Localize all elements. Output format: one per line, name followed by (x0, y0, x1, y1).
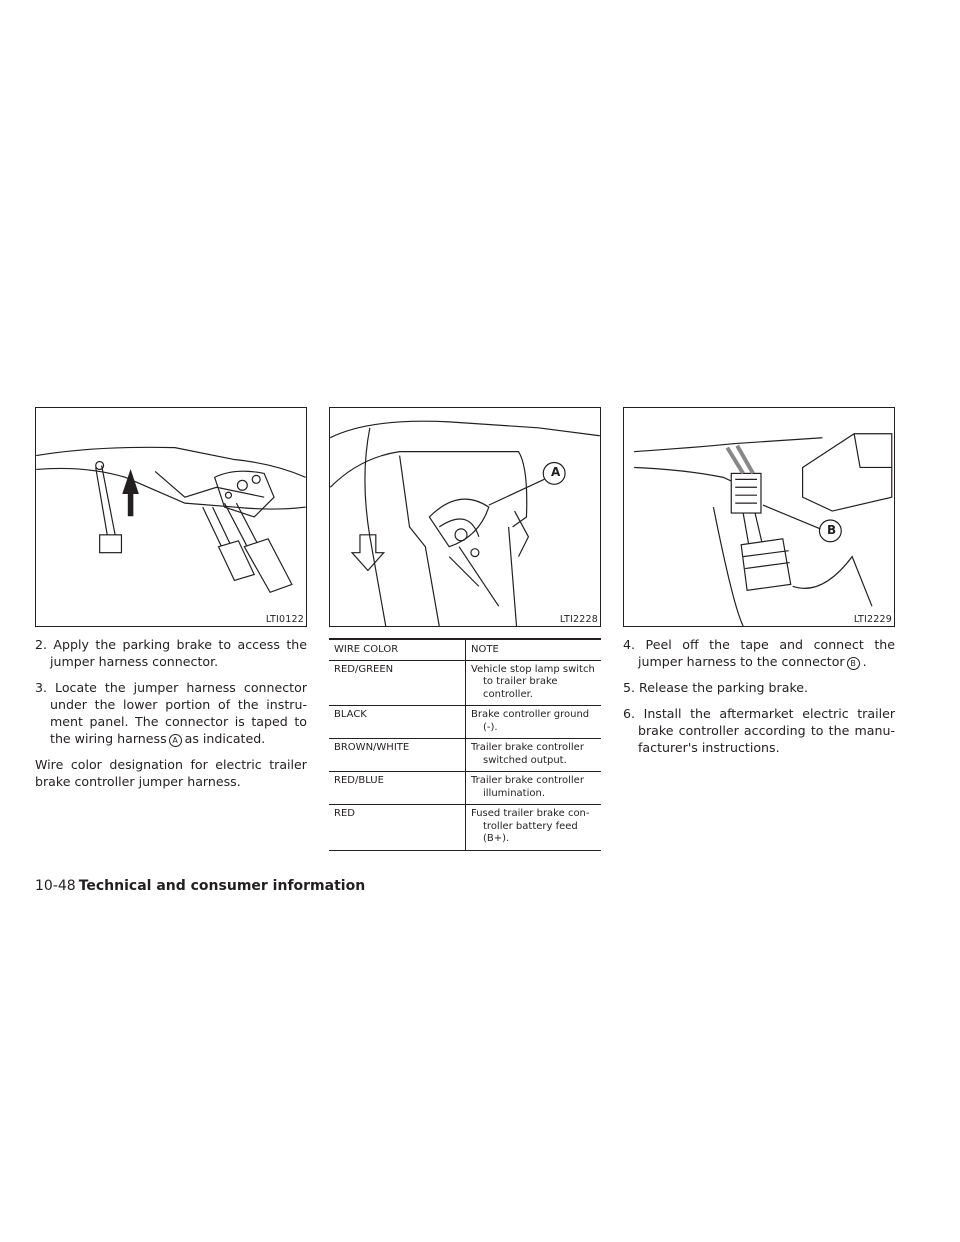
section-title: Technical and consumer information (78, 878, 366, 894)
note-cell: Vehicle stop lamp switch to trailer brake controller. (471, 663, 595, 700)
step-3-text: 3. Locate the jumper harness connector under the lower portion of the instru-ment panel. The connector is taped to the wiring harness (35, 680, 307, 746)
wire-color-table (329, 638, 601, 851)
table-row (329, 805, 601, 851)
figure-code: LTI0122 (265, 614, 304, 625)
callout-a-label: A (551, 465, 561, 479)
wire-color-cell: RED/BLUE (329, 772, 466, 805)
note-cell: Trailer brake controller illumination. (471, 775, 584, 799)
note-cell: Fused trailer brake con-troller battery feed (B+). (471, 808, 590, 844)
table-row (329, 739, 601, 772)
step-4-text-end: . (862, 654, 867, 669)
figure-pedal-assembly (35, 407, 307, 627)
table-intro: Wire color designation for electric trailer brake controller jumper harness. (35, 757, 307, 789)
note-cell: Brake controller ground (-). (471, 709, 590, 733)
callout-a-icon: A (169, 734, 182, 747)
wire-color-cell: RED (329, 805, 466, 851)
table-header-row (329, 639, 601, 660)
callout-b-label: B (827, 523, 837, 537)
table-row (329, 660, 601, 706)
step-2: 2. Apply the parking brake to access the jumper harness connector. (35, 637, 307, 669)
right-column (623, 636, 895, 765)
figure-brake-pedal-connector (623, 407, 895, 627)
table-row (329, 706, 601, 739)
step-5: 5. Release the parking brake. (623, 680, 809, 695)
callout-b-icon: B (847, 657, 860, 670)
table-row (329, 772, 601, 805)
wire-color-cell: BLACK (329, 706, 466, 739)
step-3 (35, 679, 307, 747)
figure-code: LTI2229 (853, 614, 892, 625)
step-4 (623, 636, 895, 670)
figure-code: LTI2228 (559, 614, 598, 625)
step-6: 6. Install the aftermarket electric trailer brake controller according to the manu-facturer's instructions. (623, 706, 895, 755)
left-column (35, 636, 307, 790)
page-number: 10-48 (35, 878, 76, 894)
brake-pedal-connector-icon (624, 408, 894, 626)
figure-harness-connector (329, 407, 601, 627)
wire-color-cell: BROWN/WHITE (329, 739, 466, 772)
harness-connector-icon (330, 408, 600, 626)
header-note: NOTE (466, 639, 602, 660)
pedal-assembly-icon (36, 408, 306, 626)
note-cell: Trailer brake controller switched output. (471, 742, 584, 766)
header-wire-color: WIRE COLOR (329, 639, 466, 660)
step-3-text-end: as indicated. (184, 731, 266, 746)
step-4-text: 4. Peel off the tape and connect the jumper harness to the connector (623, 637, 895, 669)
page-footer (35, 878, 365, 894)
wire-color-cell: RED/GREEN (329, 660, 466, 706)
